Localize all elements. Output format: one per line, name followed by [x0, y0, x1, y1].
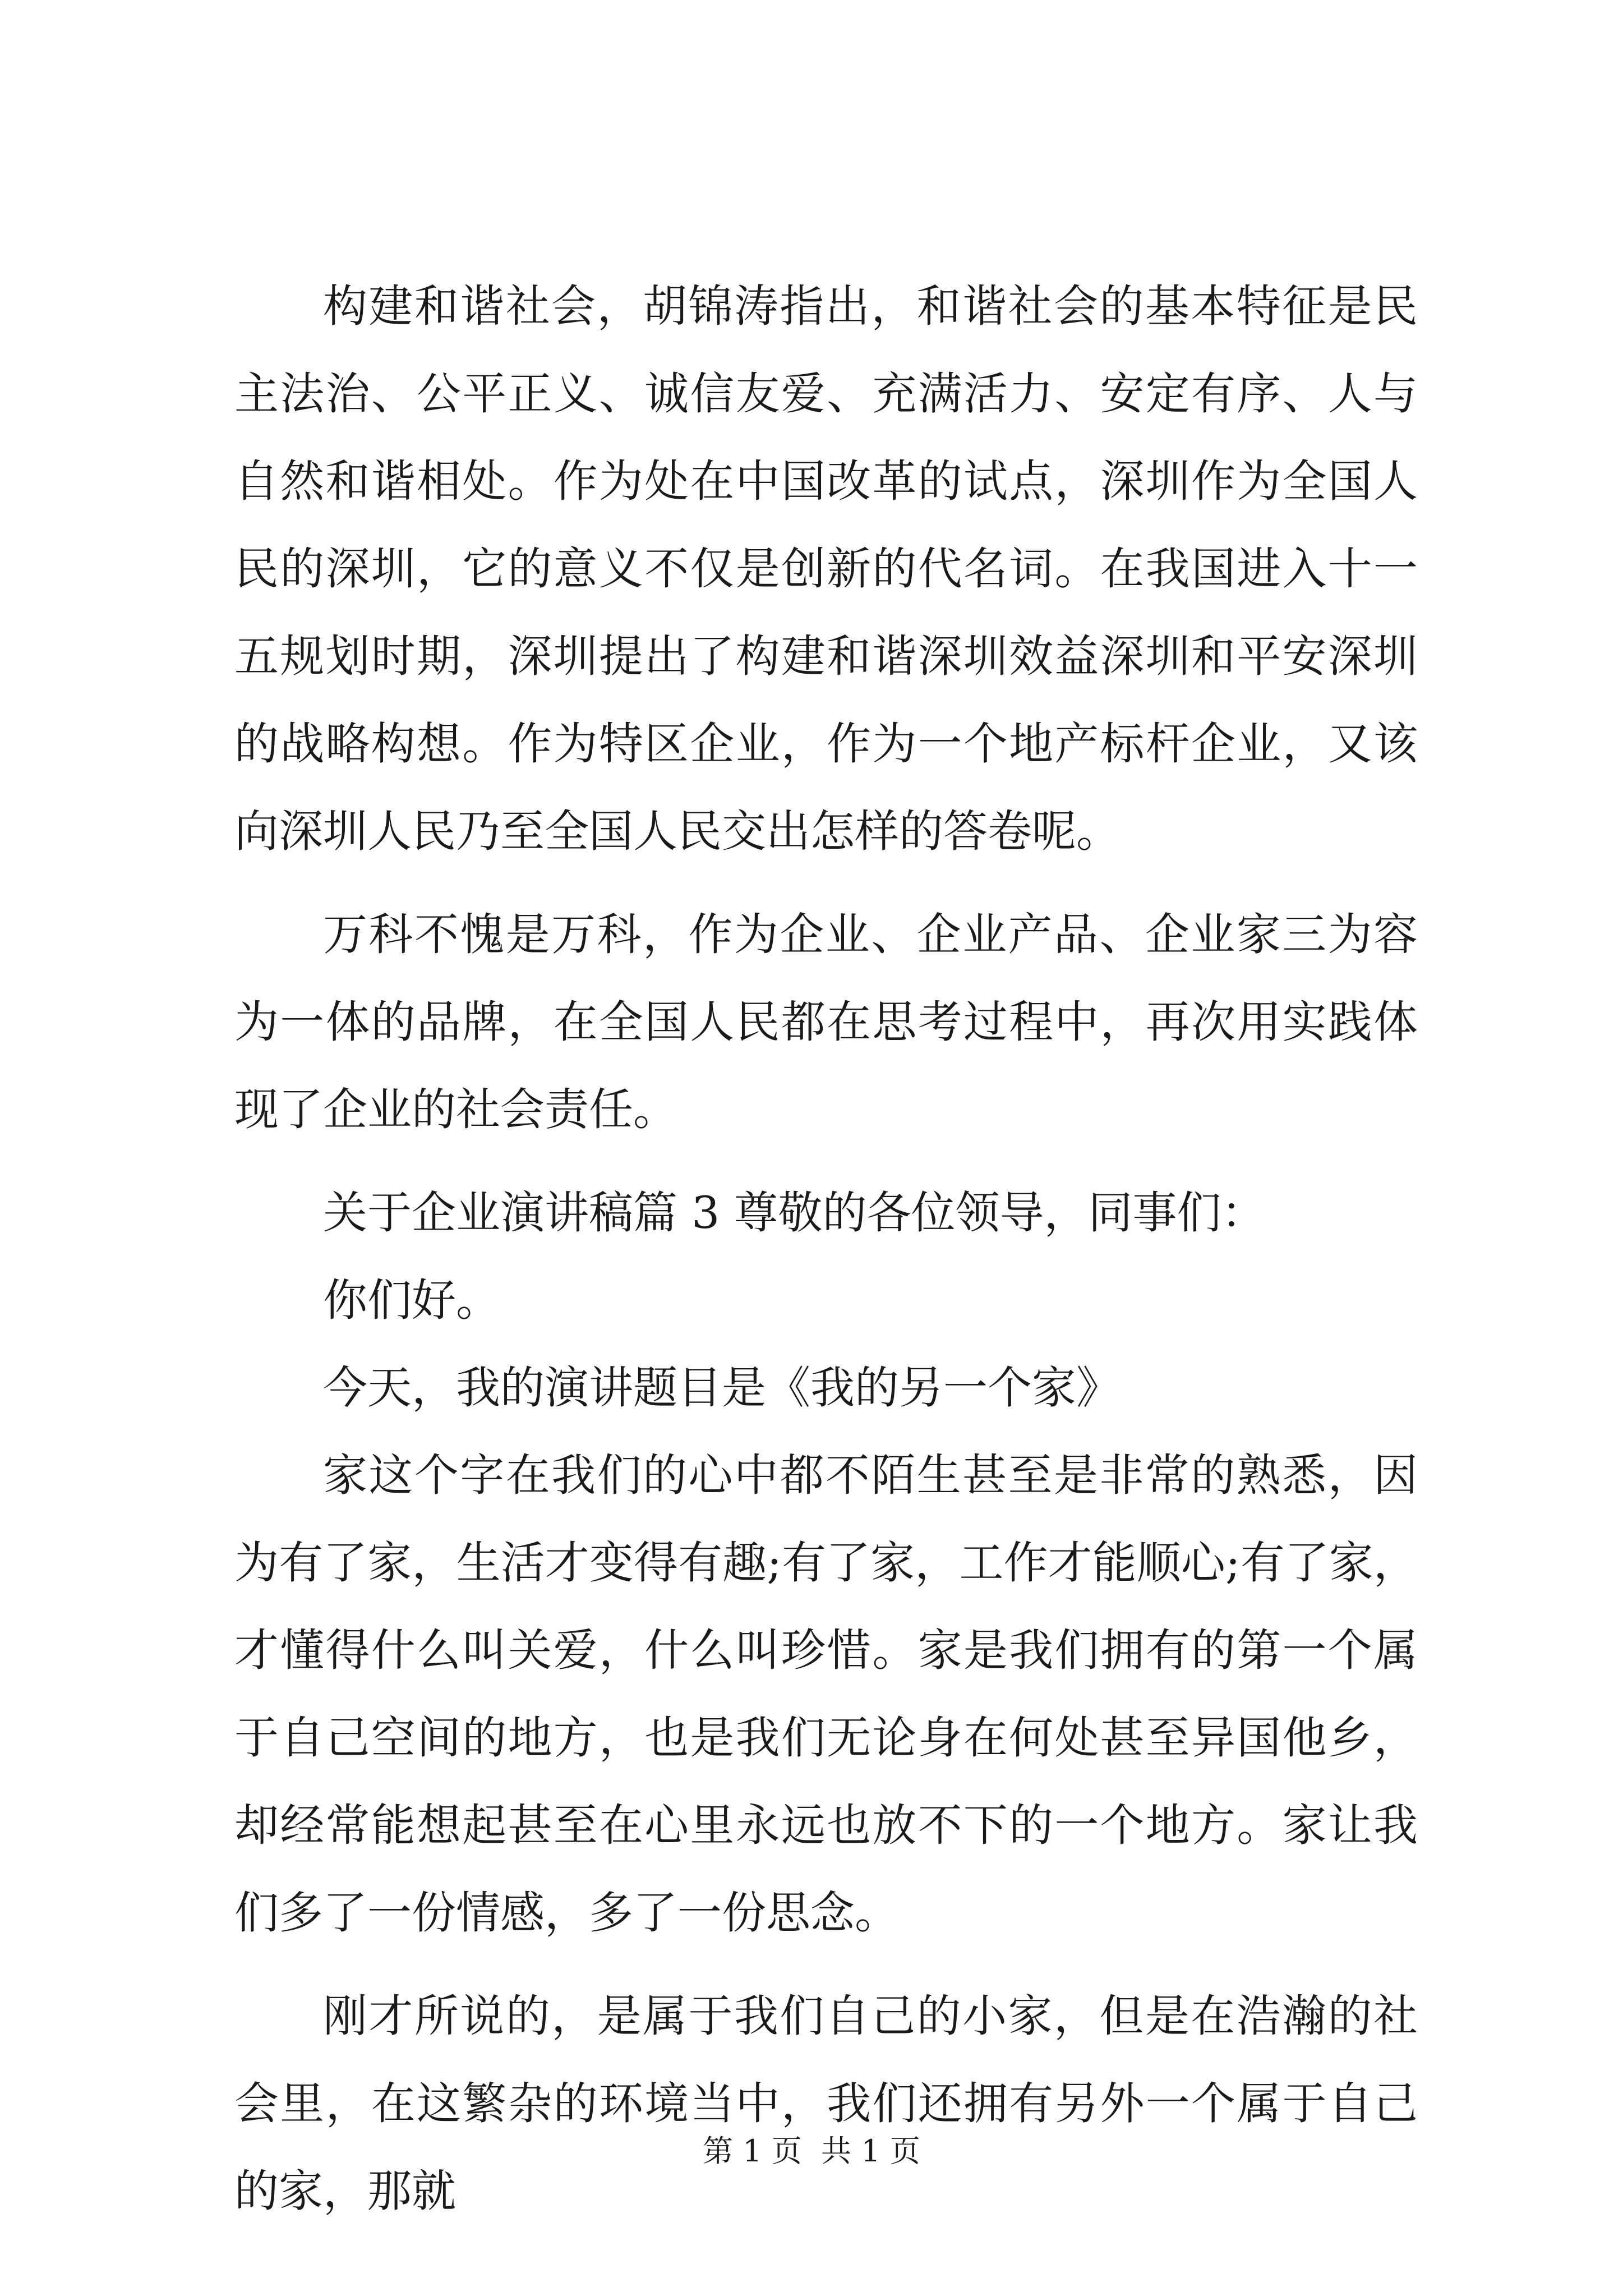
paragraph-4: 你们好。 — [323, 1274, 500, 1326]
paragraph-5: 今天，我的演讲题目是《我的另一个家》 — [323, 1362, 1121, 1414]
paragraph-7: 刚才所说的，是属于我们自己的小家，但是在浩瀚的社会里，在这繁杂的环境当中，我们还拥有另外一个属于自己的家，那就 — [234, 1990, 1418, 2217]
paragraph-6: 家这个字在我们的心中都不陌生甚至是非常的熟悉，因为有了家，生活才变得有趣;有了家，工作才能顺心;有了家，才懂得什么叫关爱，什么叫珍惜。家是我们拥有的第一个属于自己空间的地方，也是我们无论身在何处甚至异国他乡，却经常能想起甚至在心里永远也放不下的一个地方。家让我们多了一份情感，多了一份思念。 — [234, 1450, 1418, 1939]
page-number-label: 第 1 页 共 1 页 — [703, 2133, 920, 2169]
paragraph-1: 构建和谐社会，胡锦涛指出，和谐社会的基本特征是民主法治、公平正义、诚信友爱、充满活力、安定有序、人与自然和谐相处。作为处在中国改革的试点，深圳作为全国人民的深圳，它的意义不仅是创新的代名词。在我国进入十一五规划时期，深圳提出了构建和谐深圳效益深圳和平安深圳的战略构想。作为特区企业，作为一个地产标杆企业，又该向深圳人民乃至全国人民交出怎样的答卷呢。 — [234, 280, 1418, 857]
page-footer — [0, 2132, 1623, 2171]
paragraph-2: 万科不愧是万科，作为企业、企业产品、企业家三为容为一体的品牌，在全国人民都在思考过程中，再次用实践体现了企业的社会责任。 — [234, 909, 1418, 1135]
document-body — [234, 263, 1418, 2235]
paragraph-3: 关于企业演讲稿篇 3 尊敬的各位领导，同事们： — [323, 1187, 1266, 1239]
